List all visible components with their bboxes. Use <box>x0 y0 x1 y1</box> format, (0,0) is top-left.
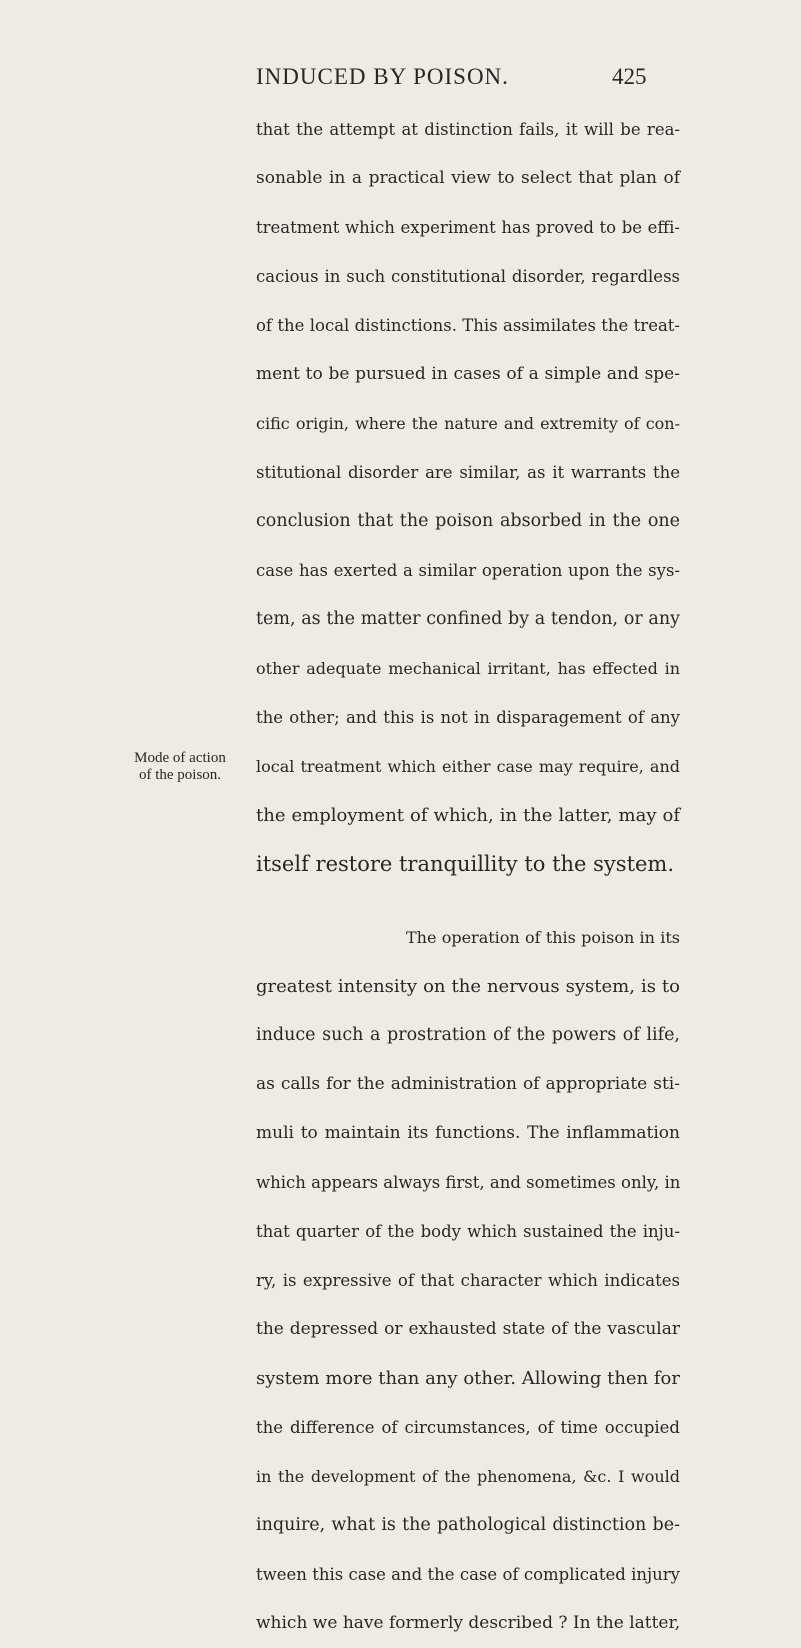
text-line: inquire, what is the pathological distinction be- <box>256 1515 680 1535</box>
text-line: tem, as the matter confined by a tendon, or any <box>256 609 680 629</box>
text-line: that the attempt at distinction fails, it will be rea- <box>256 120 680 139</box>
text-line: the difference of circumstances, of time occupied <box>256 1418 680 1437</box>
text-line: itself restore tranquillity to the system. <box>256 852 675 876</box>
margin-note-line: of the poison. <box>138 767 222 783</box>
text-line: of the local distinctions. This assimilates the treat- <box>256 316 680 335</box>
paragraph-2 <box>256 913 680 1648</box>
text-line: system more than any other. Allowing then for <box>256 1368 680 1389</box>
text-line: as calls for the administration of appropriate sti- <box>256 1074 680 1094</box>
margin-note-line: Mode of action <box>134 750 226 766</box>
text-line: case has exerted a similar operation upon the sys- <box>256 561 680 580</box>
text-line: conclusion that the poison absorbed in the one <box>256 511 680 531</box>
text-line: cific origin, where the nature and extremity of con- <box>256 414 680 433</box>
text-line: ry, is expressive of that character which indicates <box>256 1271 680 1290</box>
running-head: INDUCED BY POISON. <box>256 64 509 89</box>
text-line: local treatment which either case may require, and <box>256 757 680 776</box>
text-line: the employment of which, in the latter, may of <box>256 805 680 826</box>
text-line: induce such a prostration of the powers of life, <box>256 1025 680 1045</box>
text-line: the depressed or exhausted state of the vascular <box>256 1319 680 1339</box>
page-number: 425 <box>612 64 647 89</box>
text-line: cacious in such constitutional disorder, regardless <box>256 267 680 286</box>
text-line: The operation of this poison in its <box>406 928 680 947</box>
text-line: treatment which experiment has proved to be effi- <box>256 218 680 237</box>
text-line: ment to be pursued in cases of a simple and spe- <box>256 364 680 384</box>
text-line: tween this case and the case of complicated injury <box>256 1565 680 1584</box>
paragraph-1 <box>256 105 680 889</box>
margin-note <box>106 750 254 784</box>
text-line: in the development of the phenomena, &c. I would <box>256 1467 680 1486</box>
text-line: greatest intensity on the nervous system, is to <box>256 976 680 997</box>
text-line: which appears always first, and sometimes only, in <box>256 1173 681 1192</box>
text-line: which we have formerly described ? In the latter, <box>256 1613 681 1633</box>
body-text <box>256 105 680 1648</box>
text-line: that quarter of the body which sustained the inju- <box>256 1222 680 1241</box>
text-line: other adequate mechanical irritant, has effected in <box>256 659 680 678</box>
text-line: muli to maintain its functions. The inflammation <box>256 1123 680 1143</box>
text-line: stitutional disorder are similar, as it warrants the <box>256 463 680 482</box>
page-header <box>0 64 801 104</box>
text-line: the other; and this is not in disparagement of any <box>256 708 680 727</box>
text-line: sonable in a practical view to select that plan of <box>256 168 680 188</box>
